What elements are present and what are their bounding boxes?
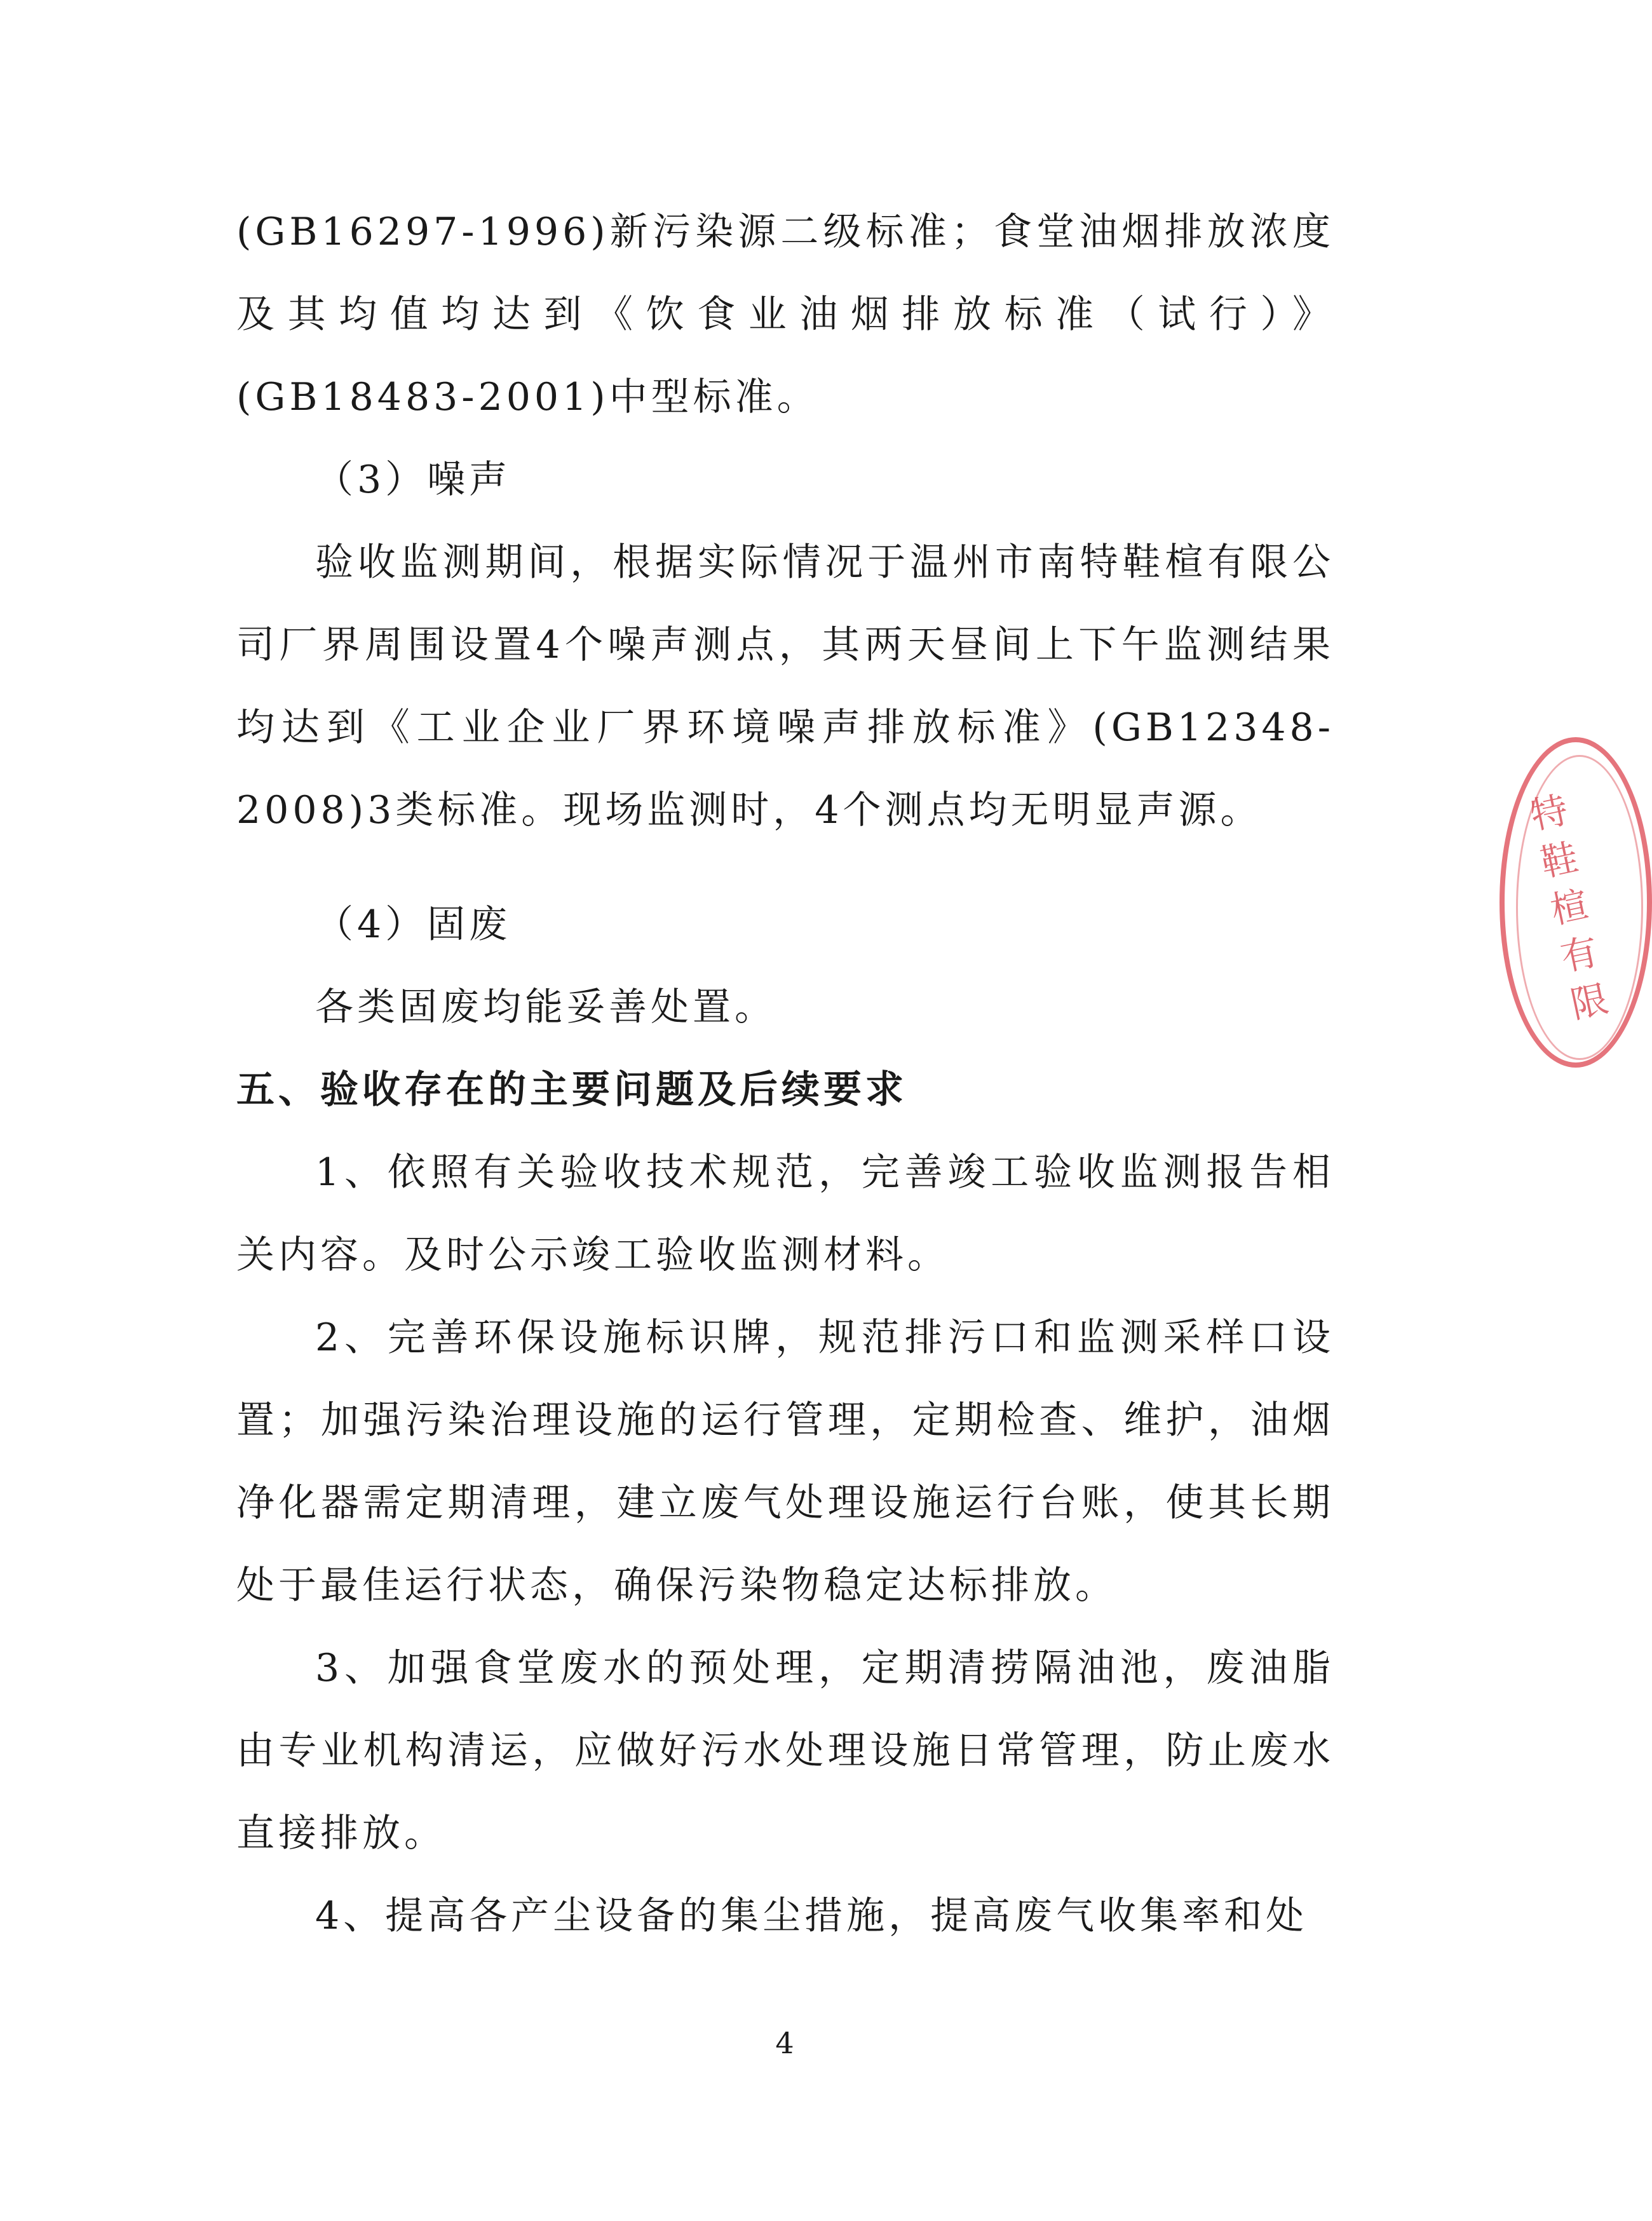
requirement-item-3: 3、加强食堂废水的预处理，定期清捞隔油池，废油脂由专业机构清运，应做好污水处理设施日常管理，防止废水直接排放。 xyxy=(236,1646,1334,1856)
requirement-item-4: 4、提高各产尘设备的集尘措施，提高废气收集率和处 xyxy=(315,1894,1308,1938)
paragraph-solid-waste: 各类固废均能妥善处置。 xyxy=(315,985,776,1029)
section-noise-title: （3）噪声 xyxy=(315,458,511,502)
company-seal-stamp xyxy=(1500,737,1652,1068)
requirement-item-1: 1、依照有关验收技术规范，完善竣工验收监测报告相关内容。及时公示竣工验收监测材料。 xyxy=(236,1150,1334,1277)
requirement-item-2: 2、完善环保设施标识牌，规范排污口和监测采样口设置；加强污染治理设施的运行管理，定期检查、维护，油烟净化器需定期清理，建立废气处理设施运行台账，使其长期处于最佳运行状态，确保污染物稳定达标排放。 xyxy=(236,1315,1334,1608)
document-body xyxy=(236,191,1334,1957)
section-solid-waste-title: （4）固废 xyxy=(315,902,511,947)
seal-text: 特鞋楦有限 xyxy=(1526,787,1612,1027)
section-five-heading: 五、验收存在的主要问题及后续要求 xyxy=(236,1068,907,1112)
paragraph-emission-standards: (GB16297-1996)新污染源二级标准；食堂油烟排放浓度及其均值均达到《饮食业油烟排放标准（试行）》(GB18483-2001)中型标准。 xyxy=(236,210,1334,419)
paragraph-noise-results: 验收监测期间，根据实际情况于温州市南特鞋楦有限公司厂界周围设置4个噪声测点，其两天昼间上下午监测结果均达到《工业企业厂界环境噪声排放标准》(GB12348-2008)3类标准。现场监测时，4个测点均无明显声源。 xyxy=(236,540,1334,832)
page-number: 4 xyxy=(775,2026,794,2060)
spacer xyxy=(236,852,1334,883)
